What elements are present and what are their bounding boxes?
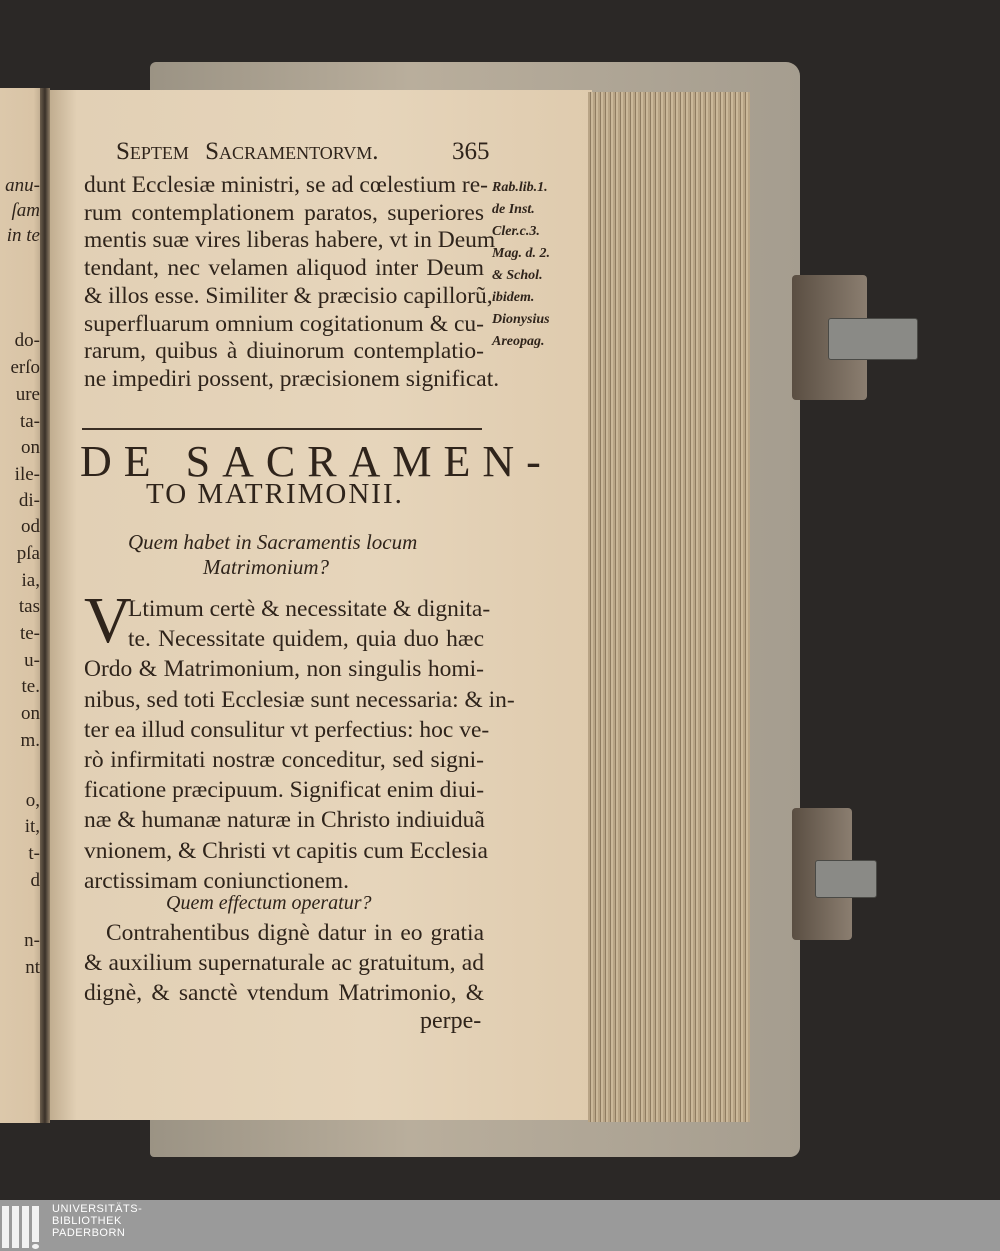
- left-page-fragment: u-: [24, 650, 40, 671]
- chapter-title-line-1: DE SACRAMEN-: [80, 437, 553, 486]
- margin-note: Mag. d. 2.: [492, 246, 550, 261]
- paragraph-line: te. Necessitate quidem, quia duo hæc: [128, 626, 484, 653]
- paragraph-line: næ & humanæ naturæ in Christo indiuiduã: [84, 807, 485, 834]
- lower-clasp-plate: [815, 860, 877, 898]
- left-page-fragment: ile-: [14, 464, 40, 485]
- left-page-fragment: tas: [18, 596, 40, 617]
- left-page-fragment: t-: [28, 843, 40, 864]
- left-page-fragment: o,: [25, 790, 40, 811]
- paragraph-line: arctissimam coniunctionem.: [84, 867, 349, 894]
- margin-note: de Inst.: [492, 202, 535, 217]
- paragraph-line: superfluarum omnium cogitationum & cu-: [84, 310, 484, 337]
- paragraph-line: dunt Ecclesiæ ministri, se ad cœlestium re-: [84, 172, 488, 198]
- page-edges: [588, 92, 750, 1122]
- paragraph-line: Ordo & Matrimonium, non singulis homi-: [84, 656, 484, 683]
- running-head-title: Septem Sacramentorvm.: [116, 138, 379, 165]
- left-page-fragment: anu-: [5, 175, 40, 196]
- paragraph-line: ne impediri possent, præcisionem significat.: [84, 365, 500, 392]
- left-page-fragment: d: [30, 870, 40, 891]
- paragraph-line: & auxilium supernaturale ac gratuitum, ad: [84, 950, 484, 976]
- left-page-fragment: ta-: [19, 411, 40, 432]
- margin-note: & Schol.: [492, 268, 543, 283]
- margin-note: Cler.c.3.: [492, 224, 540, 239]
- left-page-fragment: m.: [20, 730, 40, 751]
- chapter-title-line-2: TO MATRIMONII.: [146, 478, 404, 510]
- left-page-fragment: te.: [21, 676, 40, 697]
- left-page-fragment: te-: [19, 623, 40, 644]
- page-number: 365: [452, 138, 490, 165]
- library-name: UNIVERSITÄTS- BIBLIOTHEK PADERBORN: [52, 1203, 143, 1239]
- left-page-fragment: n-: [24, 930, 40, 951]
- left-page-fragment: on: [21, 703, 40, 724]
- margin-note: ibidem.: [492, 290, 535, 305]
- left-page-fragment: in te: [6, 225, 40, 246]
- paragraph-line: & illos esse. Similiter & præcisio capillorũ,: [84, 282, 493, 309]
- left-page-fragment: on: [21, 437, 40, 458]
- catchword: perpe-: [420, 1008, 482, 1034]
- paragraph-line: nibus, sed toti Ecclesiæ sunt necessaria: & in-: [84, 686, 515, 713]
- upper-clasp-plate: [828, 318, 918, 360]
- book-gutter: [40, 88, 50, 1123]
- paragraph-line: tendant, nec velamen aliquod inter Deum: [84, 255, 484, 282]
- paragraph-line: Contrahentibus dignè datur in eo gratia: [106, 920, 484, 946]
- question-1-line-2: Matrimonium?: [203, 555, 329, 579]
- left-page-fragment: it,: [24, 816, 40, 837]
- paragraph-line: rum contemplationem paratos, superiores: [84, 199, 484, 226]
- left-page-fragment: nt: [25, 957, 40, 978]
- left-page-fragment: di-: [18, 490, 40, 511]
- margin-note: Rab.lib.1.: [492, 180, 548, 195]
- margin-note: Dionysius: [492, 312, 550, 327]
- left-page-fragment: pſa: [16, 543, 40, 564]
- library-footer: [0, 1200, 1000, 1251]
- left-page-fragment: ia,: [21, 570, 40, 591]
- paragraph-line: vnionem, & Christi vt capitis cum Ecclesia: [84, 837, 488, 864]
- paragraph-line: dignè, & sanctè vtendum Matrimonio, &: [84, 980, 484, 1006]
- section-rule: [82, 428, 482, 430]
- paragraph-line: rarum, quibus à diuinorum contemplatio-: [84, 338, 484, 365]
- paragraph-line: rò infirmitati nostræ conceditur, sed signi-: [84, 747, 484, 773]
- question-2: Quem effectum operatur?: [166, 892, 372, 914]
- question-1-line-1: Quem habet in Sacramentis locum: [128, 530, 418, 554]
- paragraph-line: Ltimum certè & necessitate & dignita-: [128, 596, 491, 622]
- left-page-fragment: ure: [15, 384, 40, 405]
- paragraph-line: mentis suæ vires liberas habere, vt in Deum: [84, 227, 496, 254]
- drop-cap: V: [84, 584, 132, 657]
- margin-note: Areopag.: [492, 334, 545, 349]
- left-page-fragment: od: [21, 516, 40, 537]
- paragraph-line: ficatione præcipuum. Significat enim diui-: [84, 777, 485, 804]
- left-page-fragment: erſo: [10, 357, 40, 378]
- left-page-fragment: do-: [14, 330, 40, 351]
- paragraph-line: ter ea illud consulitur vt perfectius: hoc ve-: [84, 716, 490, 743]
- left-page-fragment: ſam: [11, 200, 40, 221]
